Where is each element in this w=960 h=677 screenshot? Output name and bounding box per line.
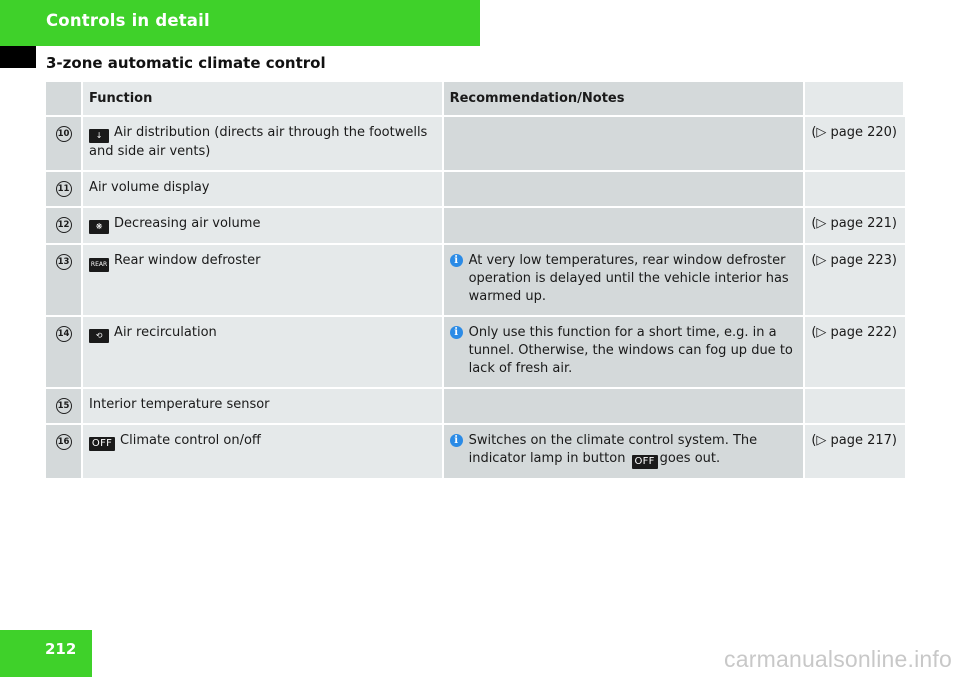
info-icon: i [450, 254, 463, 267]
table-row [46, 172, 905, 208]
function-text: Decreasing air volume [114, 216, 261, 231]
table-row [46, 117, 905, 172]
info-icon: i [450, 434, 463, 447]
item-number-badge: 14 [56, 326, 72, 342]
recirculation-icon: ⟲ [89, 329, 109, 343]
note-cell [444, 172, 806, 208]
page-reference: (▷ page 222) [811, 325, 897, 340]
function-text: Air recirculation [114, 325, 217, 340]
function-text: Rear window defroster [114, 253, 261, 268]
page-cell [805, 172, 905, 208]
table-row [46, 208, 905, 245]
page-reference: (▷ page 220) [811, 125, 897, 140]
table-row [46, 317, 905, 389]
off-button-icon: OFF [89, 437, 115, 451]
note-text-part: goes out. [659, 451, 721, 466]
col-header-notes: Recommendation/Notes [444, 82, 806, 117]
table-row [46, 245, 905, 317]
page-reference: (▷ page 217) [811, 433, 897, 448]
item-number-badge: 12 [56, 217, 72, 233]
note-cell [444, 208, 806, 245]
item-number-badge: 11 [56, 181, 72, 197]
page-number: 212 [45, 640, 77, 658]
watermark: carmanualsonline.info [724, 646, 952, 672]
col-header-page [805, 82, 905, 117]
section-marker [0, 46, 36, 68]
note-text: Only use this function for a short time, e.g. in a tunnel. Otherwise, the windows can fog up due to lack of fresh air. [468, 325, 793, 376]
page-cell [805, 389, 905, 425]
note-text: At very low temperatures, rear window defroster operation is delayed until the vehicle interior has warmed up. [468, 253, 789, 304]
function-text: Interior temperature sensor [89, 397, 270, 412]
page-reference: (▷ page 223) [811, 253, 897, 268]
item-number-badge: 10 [56, 126, 72, 142]
off-button-icon: OFF [632, 455, 658, 469]
page-reference: (▷ page 221) [811, 216, 897, 231]
col-header-function: Function [83, 82, 444, 117]
function-text: Climate control on/off [120, 433, 261, 448]
note-cell [444, 389, 806, 425]
section-title: 3-zone automatic climate control [46, 54, 326, 72]
item-number-badge: 13 [56, 254, 72, 270]
item-number-badge: 15 [56, 398, 72, 414]
note-text-part: Switches on the climate control system. The indicator lamp in button [468, 433, 758, 466]
table-header-row [46, 82, 905, 117]
info-icon: i [450, 326, 463, 339]
controls-table [46, 82, 905, 480]
item-number-badge: 16 [56, 434, 72, 450]
note-text [469, 432, 798, 469]
header-title: Controls in detail [46, 11, 210, 30]
table-row [46, 389, 905, 425]
rear-defrost-icon: REAR [89, 258, 109, 272]
fan-low-icon: ❋ [89, 220, 109, 234]
col-header-number [46, 82, 83, 117]
table-row [46, 425, 905, 480]
foot-vent-icon: ↓ [89, 129, 109, 143]
note-cell [444, 117, 806, 172]
function-text: Air distribution (directs air through the footwells and side air vents) [89, 125, 428, 159]
function-text: Air volume display [89, 180, 210, 195]
